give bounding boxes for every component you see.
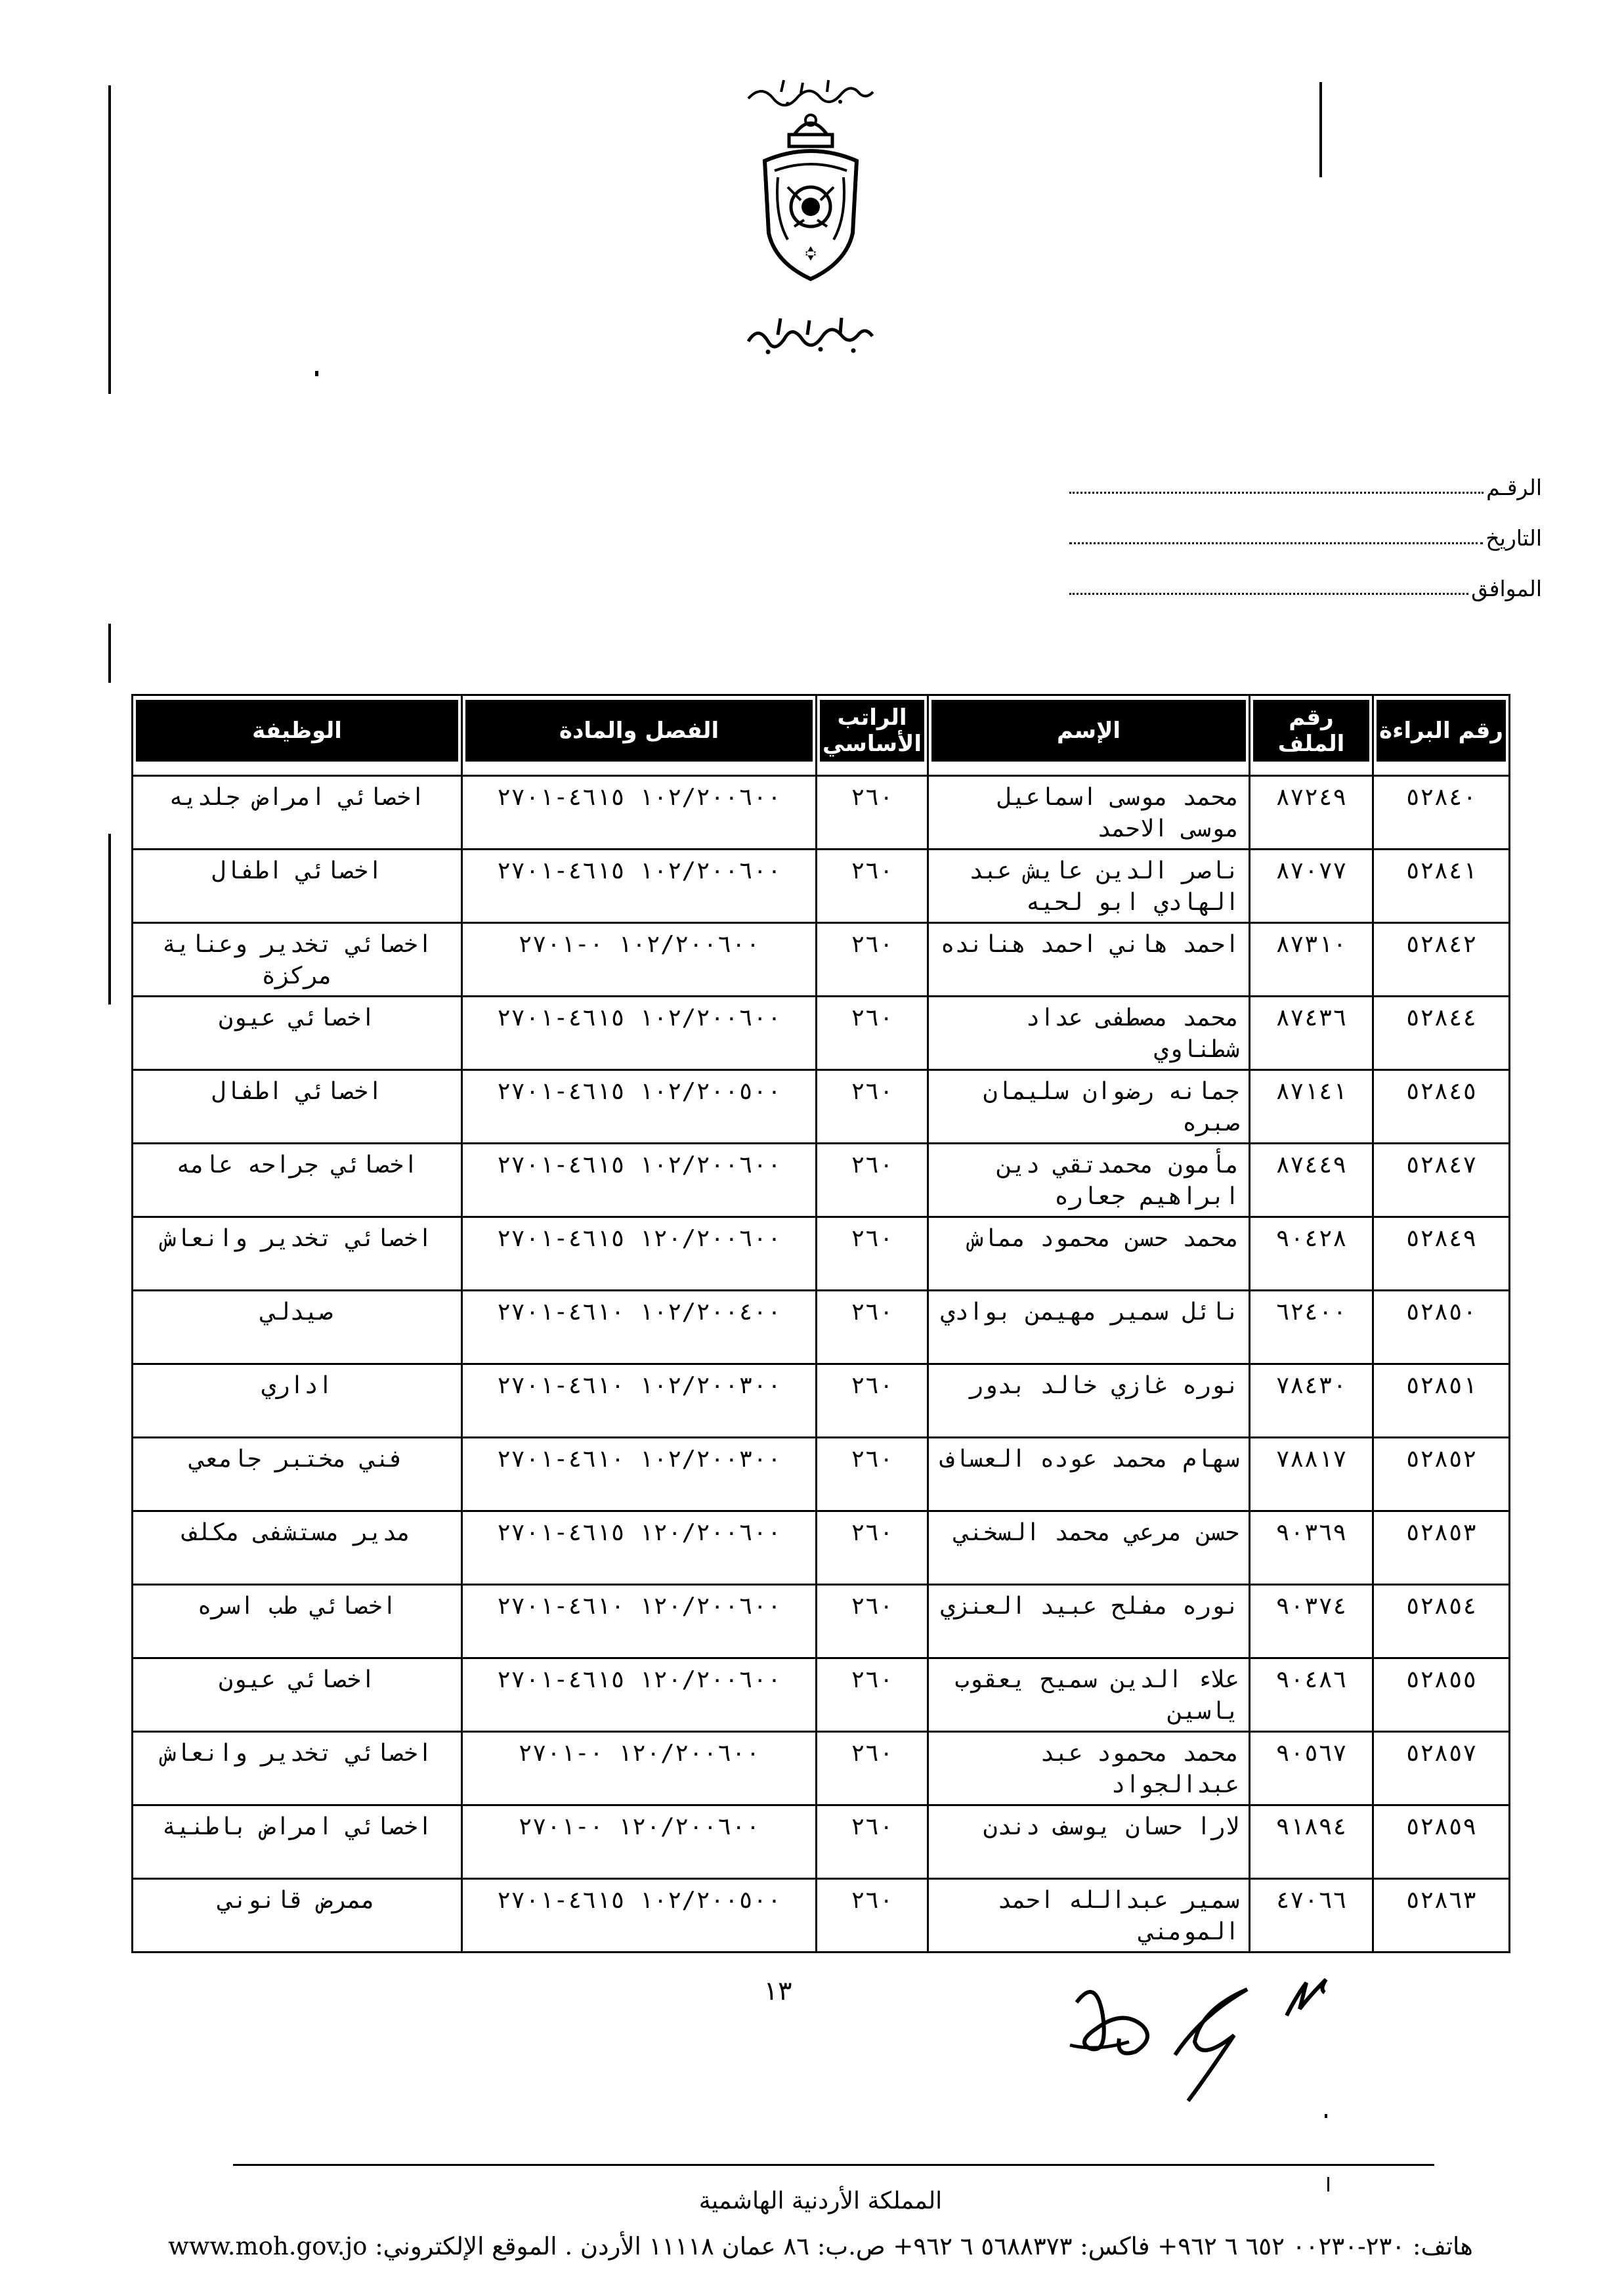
cell-job: اخصائي تخدير وانعاش bbox=[133, 1217, 462, 1291]
cell-name: علاء الدين سميح يعقوب ياسين bbox=[928, 1658, 1250, 1732]
cell-file: ٧٨٤٣٠ bbox=[1250, 1364, 1373, 1438]
cell-name: نوره مفلح عبيد العنزي bbox=[928, 1585, 1250, 1658]
cell-file: ٨٧١٤١ bbox=[1250, 1070, 1373, 1144]
cell-salary: ٢٦٠ bbox=[817, 1438, 928, 1511]
cell-name: سهام محمد عوده العساف bbox=[928, 1438, 1250, 1511]
cell-job: اخصائي اطفال bbox=[133, 850, 462, 923]
cell-reference: ٥٢٨٥٩ bbox=[1373, 1805, 1510, 1879]
cell-reference: ٥٢٨٤٠ bbox=[1373, 776, 1510, 850]
cell-reference: ٥٢٨٤٥ bbox=[1373, 1070, 1510, 1144]
scan-mark bbox=[1325, 2114, 1327, 2118]
cell-job: اخصائي امراض جلديه bbox=[133, 776, 462, 850]
cell-reference: ٥٢٨٦٣ bbox=[1373, 1879, 1510, 1953]
cell-file: ٩٠٣٧٤ bbox=[1250, 1585, 1373, 1658]
table-row bbox=[133, 776, 1510, 850]
cell-file: ٨٧٠٧٧ bbox=[1250, 850, 1373, 923]
margin-rule bbox=[108, 85, 111, 394]
cell-job: اخصائي تخدير وانعاش bbox=[133, 1732, 462, 1805]
table-row bbox=[133, 1144, 1510, 1217]
cell-name: محمد محمود عبد عبدالجواد bbox=[928, 1732, 1250, 1805]
cell-job: اخصائي اطفال bbox=[133, 1070, 462, 1144]
table-row bbox=[133, 1364, 1510, 1438]
cell-file: ٦٢٤٠٠ bbox=[1250, 1291, 1373, 1364]
ref-number-label: الرقـم bbox=[1486, 475, 1542, 500]
cell-salary: ٢٦٠ bbox=[817, 1805, 928, 1879]
table-row bbox=[133, 1438, 1510, 1511]
dotted-fill-line bbox=[1069, 593, 1468, 595]
table-row bbox=[133, 1585, 1510, 1658]
dotted-fill-line bbox=[1069, 542, 1483, 544]
cell-name: محمد موسى اسماعيل موسى الاحمد bbox=[928, 776, 1250, 850]
cell-salary: ٢٦٠ bbox=[817, 1217, 928, 1291]
table-row bbox=[133, 1070, 1510, 1144]
cell-chapter: ١٠٢/٢٠٠٤٠٠ ٤٦١٠-٢٧٠١ bbox=[462, 1291, 817, 1364]
table-row bbox=[133, 1511, 1510, 1585]
cell-chapter: ١٠٢/٢٠٠٣٠٠ ٤٦١٠-٢٧٠١ bbox=[462, 1438, 817, 1511]
cell-chapter: ١٢٠/٢٠٠٦٠٠ ٠-٢٧٠١ bbox=[462, 1732, 817, 1805]
cell-chapter: ١٠٢/٢٠٠٥٠٠ ٤٦١٥-٢٧٠١ bbox=[462, 1070, 817, 1144]
cell-reference: ٥٢٨٤٢ bbox=[1373, 923, 1510, 997]
table-header-row bbox=[133, 695, 1510, 776]
cell-file: ٤٧٠٦٦ bbox=[1250, 1879, 1373, 1953]
cell-chapter: ١٠٢/٢٠٠٥٠٠ ٤٦١٥-٢٧٠١ bbox=[462, 1879, 817, 1953]
ref-hijri-label: الموافق bbox=[1471, 576, 1542, 601]
cell-name: مأمون محمدتقي دين ابراهيم جعاره bbox=[928, 1144, 1250, 1217]
coat-of-arms-emblem bbox=[748, 108, 873, 286]
cell-name: نائل سمير مهيمن بوادي bbox=[928, 1291, 1250, 1364]
cell-reference: ٥٢٨٤١ bbox=[1373, 850, 1510, 923]
cell-chapter: ١٢٠/٢٠٠٦٠٠ ٤٦١٥-٢٧٠١ bbox=[462, 1658, 817, 1732]
cell-reference: ٥٢٨٥٤ bbox=[1373, 1585, 1510, 1658]
table-row bbox=[133, 1291, 1510, 1364]
cell-chapter: ١٠٢/٢٠٠٦٠٠ ٠-٢٧٠١ bbox=[462, 923, 817, 997]
cell-job: مدير مستشفى مكلف bbox=[133, 1511, 462, 1585]
cell-name: احمد هاني احمد هنانده bbox=[928, 923, 1250, 997]
cell-salary: ٢٦٠ bbox=[817, 1658, 928, 1732]
cell-job: اخصائي امراض باطنية bbox=[133, 1805, 462, 1879]
cell-job: اخصائي طب اسره bbox=[133, 1585, 462, 1658]
table-row bbox=[133, 850, 1510, 923]
margin-rule bbox=[108, 834, 111, 1004]
col-header-name: الإسم bbox=[928, 695, 1250, 776]
col-header-chapter: الفصل والمادة bbox=[462, 695, 817, 776]
cell-name: محمد مصطفى عداد شطناوي bbox=[928, 997, 1250, 1070]
cell-reference: ٥٢٨٥٣ bbox=[1373, 1511, 1510, 1585]
cell-salary: ٢٦٠ bbox=[817, 1511, 928, 1585]
ref-number-field bbox=[1069, 471, 1542, 500]
cell-chapter: ١٠٢/٢٠٠٣٠٠ ٤٦١٠-٢٧٠١ bbox=[462, 1364, 817, 1438]
cell-chapter: ١٢٠/٢٠٠٦٠٠ ٤٦١٠-٢٧٠١ bbox=[462, 1585, 817, 1658]
cell-name: محمد حسن محمود مماش bbox=[928, 1217, 1250, 1291]
cell-reference: ٥٢٨٥٠ bbox=[1373, 1291, 1510, 1364]
cell-reference: ٥٢٨٤٤ bbox=[1373, 997, 1510, 1070]
cell-name: سمير عبدالله احمد المومني bbox=[928, 1879, 1250, 1953]
footer-kingdom-name: المملكة الأردنية الهاشمية bbox=[698, 2188, 943, 2214]
cell-chapter: ١٢٠/٢٠٠٦٠٠ ٠-٢٧٠١ bbox=[462, 1805, 817, 1879]
cell-job: اخصائي عيون bbox=[133, 997, 462, 1070]
cell-file: ٨٧٤٤٩ bbox=[1250, 1144, 1373, 1217]
cell-file: ٧٨٨١٧ bbox=[1250, 1438, 1373, 1511]
cell-salary: ٢٦٠ bbox=[817, 1291, 928, 1364]
cell-job: اخصائي تخدير وعناية مركزة bbox=[133, 923, 462, 997]
margin-rule bbox=[1319, 82, 1322, 177]
cell-salary: ٢٦٠ bbox=[817, 776, 928, 850]
cell-salary: ٢٦٠ bbox=[817, 997, 928, 1070]
cell-name: ناصر الدين عايش عبد الهادي ابو لحيه bbox=[928, 850, 1250, 923]
basmala-calligraphy bbox=[742, 72, 880, 112]
handwritten-signatures bbox=[1063, 1963, 1431, 2107]
cell-name: جمانه رضوان سليمان صبره bbox=[928, 1070, 1250, 1144]
cell-salary: ٢٦٠ bbox=[817, 923, 928, 997]
cell-file: ٩١٨٩٤ bbox=[1250, 1805, 1373, 1879]
cell-chapter: ١٠٢/٢٠٠٦٠٠ ٤٦١٥-٢٧٠١ bbox=[462, 850, 817, 923]
cell-file: ٩٠٤٢٨ bbox=[1250, 1217, 1373, 1291]
dotted-fill-line bbox=[1069, 492, 1484, 494]
table-row bbox=[133, 1217, 1510, 1291]
cell-file: ٩٠٤٨٦ bbox=[1250, 1658, 1373, 1732]
scan-mark bbox=[315, 371, 318, 376]
cell-job: اخصائي جراحه عامه bbox=[133, 1144, 462, 1217]
margin-rule bbox=[108, 624, 111, 683]
cell-salary: ٢٦٠ bbox=[817, 1364, 928, 1438]
cell-reference: ٥٢٨٥١ bbox=[1373, 1364, 1510, 1438]
cell-reference: ٥٢٨٥٧ bbox=[1373, 1732, 1510, 1805]
cell-chapter: ١٢٠/٢٠٠٦٠٠ ٤٦١٥-٢٧٠١ bbox=[462, 1511, 817, 1585]
col-header-salary: الراتب الأساسي bbox=[817, 695, 928, 776]
cell-reference: ٥٢٨٤٧ bbox=[1373, 1144, 1510, 1217]
table-row bbox=[133, 1658, 1510, 1732]
cell-file: ٩٠٥٦٧ bbox=[1250, 1732, 1373, 1805]
staff-table bbox=[131, 694, 1508, 1953]
table-row bbox=[133, 1732, 1510, 1805]
cell-salary: ٢٦٠ bbox=[817, 850, 928, 923]
cell-salary: ٢٦٠ bbox=[817, 1144, 928, 1217]
cell-chapter: ١٠٢/٢٠٠٦٠٠ ٤٦١٥-٢٧٠١ bbox=[462, 1144, 817, 1217]
page-number: ١٣ bbox=[763, 1976, 792, 2006]
ref-date-field bbox=[1069, 522, 1542, 551]
scan-mark bbox=[1327, 2177, 1329, 2191]
cell-name: حسن مرعي محمد السخني bbox=[928, 1511, 1250, 1585]
cell-salary: ٢٦٠ bbox=[817, 1585, 928, 1658]
table-row bbox=[133, 1805, 1510, 1879]
cell-file: ٩٠٣٦٩ bbox=[1250, 1511, 1373, 1585]
cell-salary: ٢٦٠ bbox=[817, 1879, 928, 1953]
cell-salary: ٢٦٠ bbox=[817, 1732, 928, 1805]
cell-chapter: ١٠٢/٢٠٠٦٠٠ ٤٦١٥-٢٧٠١ bbox=[462, 997, 817, 1070]
cell-job: صيدلي bbox=[133, 1291, 462, 1364]
footer-divider bbox=[233, 2164, 1434, 2166]
cell-chapter: ١٢٠/٢٠٠٦٠٠ ٤٦١٥-٢٧٠١ bbox=[462, 1217, 817, 1291]
cell-job: اخصائي عيون bbox=[133, 1658, 462, 1732]
cell-salary: ٢٦٠ bbox=[817, 1070, 928, 1144]
ref-hijri-field bbox=[1069, 572, 1542, 601]
cell-reference: ٥٢٨٥٢ bbox=[1373, 1438, 1510, 1511]
cell-name: لارا حسان يوسف دندن bbox=[928, 1805, 1250, 1879]
col-header-reference: رقم البراءة bbox=[1373, 695, 1510, 776]
footer-contact-info: هاتف: ٢٣٠-٠٠٢٣٠ ٦٥٢ ٦ ٩٦٢+ فاكس: ٥٦٨٨٣٧٣ ٦ ٩٦٢+ ص.ب: ٨٦ عمان ١١١١٨ الأردن . الموقع الإلكتروني: www.moh.gov.jo bbox=[168, 2232, 1473, 2260]
cell-reference: ٥٢٨٤٩ bbox=[1373, 1217, 1510, 1291]
table-row bbox=[133, 923, 1510, 997]
cell-chapter: ١٠٢/٢٠٠٦٠٠ ٤٦١٥-٢٧٠١ bbox=[462, 776, 817, 850]
table-row bbox=[133, 1879, 1510, 1953]
cell-file: ٨٧٢٤٩ bbox=[1250, 776, 1373, 850]
cell-file: ٨٧٤٣٦ bbox=[1250, 997, 1373, 1070]
ministry-calligraphy bbox=[742, 309, 880, 361]
cell-job: فني مختبر جامعي bbox=[133, 1438, 462, 1511]
cell-job: اداري bbox=[133, 1364, 462, 1438]
col-header-file: رقم الملف bbox=[1250, 695, 1373, 776]
table-row bbox=[133, 997, 1510, 1070]
cell-name: نوره غازي خالد بدور bbox=[928, 1364, 1250, 1438]
cell-job: ممرض قانوني bbox=[133, 1879, 462, 1953]
ref-date-label: التاريخ bbox=[1485, 525, 1542, 551]
col-header-job: الوظيفة bbox=[133, 695, 462, 776]
cell-file: ٨٧٣١٠ bbox=[1250, 923, 1373, 997]
cell-reference: ٥٢٨٥٥ bbox=[1373, 1658, 1510, 1732]
